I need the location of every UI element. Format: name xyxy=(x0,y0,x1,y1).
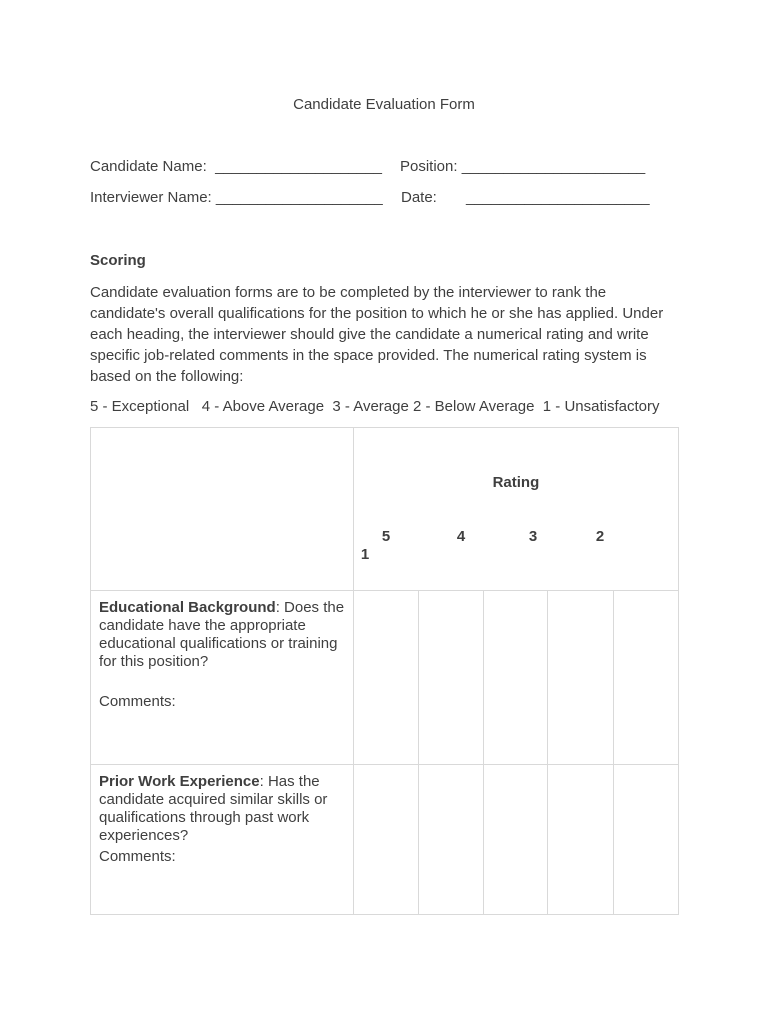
rating-cell-1[interactable] xyxy=(613,765,678,915)
rating-cell-3[interactable] xyxy=(484,591,548,765)
evaluation-table xyxy=(90,427,679,915)
criterion-title: Prior Work Experience xyxy=(99,773,260,790)
educational-background-criterion xyxy=(91,591,354,765)
comments-label: Comments: xyxy=(99,848,176,865)
prior-work-experience-criterion xyxy=(91,765,354,915)
rating-cell-3[interactable] xyxy=(484,765,548,915)
rating-cell-5[interactable] xyxy=(353,765,418,915)
rating-cell-2[interactable] xyxy=(548,591,613,765)
table-header-row xyxy=(91,428,679,591)
criterion-question: : Has the candidate acquired similar skills or qualifications through past work experiences? xyxy=(99,773,328,844)
rating-scale: 5 - Exceptional 4 - Above Average 3 - Average 2 - Below Average 1 - Unsatisfactory xyxy=(90,398,660,415)
rating-cell-4[interactable] xyxy=(419,765,484,915)
scoring-heading: Scoring xyxy=(90,252,146,269)
rating-cell-4[interactable] xyxy=(419,591,484,765)
position-field[interactable]: Position: ______________________ xyxy=(400,158,646,175)
form-title: Candidate Evaluation Form xyxy=(293,96,475,113)
table-row xyxy=(91,591,679,765)
rating-number-3: 3 xyxy=(528,528,538,545)
rating-number-4: 4 xyxy=(456,528,466,545)
comments-label: Comments: xyxy=(99,693,176,710)
rating-cell-5[interactable] xyxy=(353,591,418,765)
rating-number-5: 5 xyxy=(381,528,391,545)
candidate-name-field[interactable]: Candidate Name: ____________________ xyxy=(90,158,382,175)
criterion-question: : Does the candidate have the appropriate educational qualifications or training for this position? xyxy=(99,599,345,670)
criteria-header-cell xyxy=(91,428,354,591)
rating-cell-1[interactable] xyxy=(613,591,678,765)
rating-header-cell xyxy=(353,428,678,591)
rating-number-1: 1 xyxy=(360,546,370,563)
rating-number-2: 2 xyxy=(595,528,605,545)
criterion-title: Educational Background xyxy=(99,599,276,616)
rating-cell-2[interactable] xyxy=(548,765,613,915)
interviewer-name-field[interactable]: Interviewer Name: ____________________ xyxy=(90,189,383,206)
table-row xyxy=(91,765,679,915)
scoring-paragraph: Candidate evaluation forms are to be completed by the interviewer to rank the candidate's overall qualifications for the position to which he or she has applied. Under each heading, the interviewer should give the candidate a numerical rating and write specific job-related comments in the space provided. The numerical rating system is based on the following: xyxy=(90,284,664,385)
rating-header: Rating xyxy=(492,474,540,491)
date-field[interactable]: Date: ______________________ xyxy=(401,189,650,206)
